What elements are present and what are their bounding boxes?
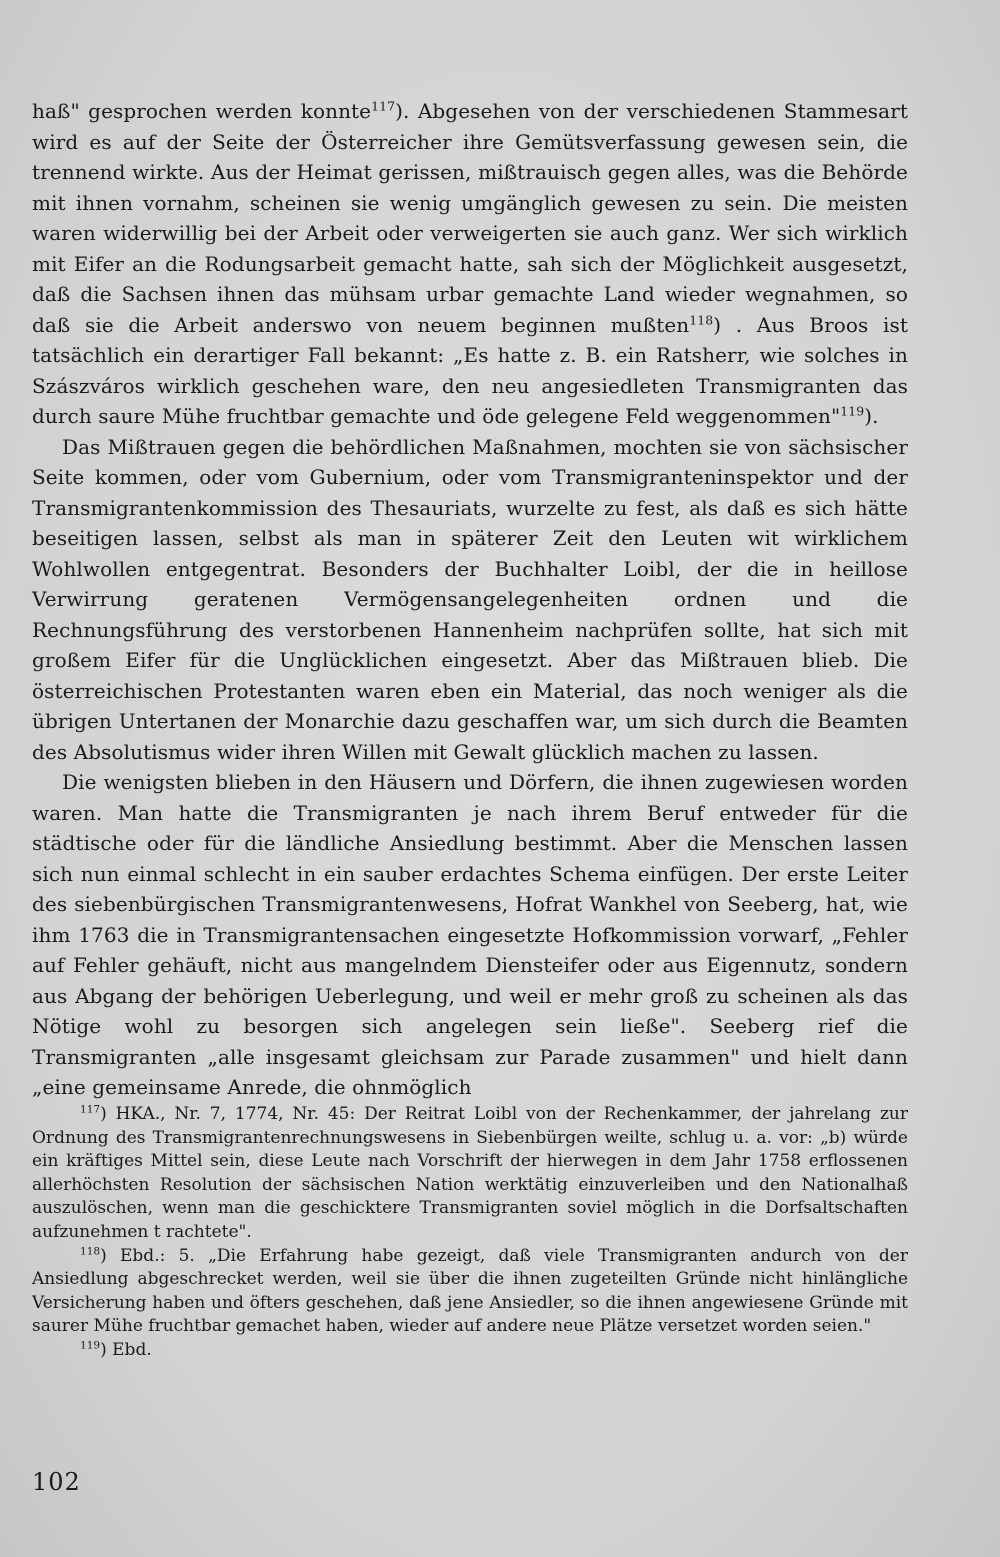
- footnote-text-119: ) Ebd.: [100, 1339, 152, 1360]
- footnote-ref-118: 118: [689, 312, 714, 328]
- footnote-117: [32, 1103, 908, 1245]
- paragraph-2: Das Mißtrauen gegen die behördlichen Maßnahmen, mochten sie von sächsischer Seite kommen, oder vom Gubernium, oder vom Transmigranteninspektor und der Transmigrantenkommission des Thesauriats, wurzelte zu fest, als daß es sich hätte beseitigen lassen, selbst als man in späterer Zeit den Leuten wit wirklichem Wohlwollen entgegentrat. Besonders der Buchhalter Loibl, der die in heillose Verwirrung geratenen Vermögensangelegenheiten ordnen und die Rechnungsführung des verstorbenen Hannenheim nachprüfen sollte, hat sich mit großem Eifer für die Unglücklichen eingesetzt. Aber das Mißtrauen blieb. Die österreichischen Protestanten waren eben ein Material, das noch weniger als die übrigen Untertanen der Monarchie dazu geschaffen war, um sich durch die Beamten des Absolutismus wider ihren Willen mit Gewalt glücklich machen zu lassen.: [32, 434, 908, 764]
- footnotes: [32, 1103, 908, 1363]
- footnote-119: [32, 1339, 908, 1363]
- paragraph-1-part-a: haß" gesprochen werden konnte: [32, 99, 372, 123]
- paragraph-1-part-b: ). Abgesehen von der verschiedenen Stammesart wird es auf der Seite der Österreicher ihre Gemütsverfassung gewesen sein, die trennend wirkte. Aus der Heimat gerissen, mißtrauisch gegen alles, was die Behörde mit ihnen vornahm, scheinen sie wenig umgänglich gewesen zu sein. Die meisten waren widerwillig bei der Arbeit oder verweigerten sie auch ganz. Wer sich wirklich mit Eifer an die Rodungsarbeit gemacht hatte, sah sich der Möglichkeit ausgesetzt, daß die Sachsen ihnen das mühsam urbar gemachte Land wieder wegnahmen, so daß sie die Arbeit anderswo von neuem beginnen mußten: [32, 99, 908, 337]
- footnote-number-117: 117: [80, 1103, 101, 1116]
- main-text: [32, 96, 908, 1103]
- paragraph-1: [32, 96, 908, 432]
- footnote-text-118: ) Ebd.: 5. „Die Erfahrung habe gezeigt, daß viele Transmigranten andurch von der Ansiedlung abgeschrecket werden, weil sie über die ihnen zugeteilten Gründe nicht hinlängliche Versicherung haben und öfters geschehen, daß jene Ansiedler, so die ihnen angewiesene Gründe mit saurer Mühe fruchtbar gemachet haben, wieder auf andere neue Plätze versetzet worden seien.": [32, 1245, 908, 1337]
- footnote-number-119: 119: [80, 1339, 101, 1352]
- footnote-number-118: 118: [80, 1245, 101, 1258]
- footnote-text-117: ) HKA., Nr. 7, 1774, Nr. 45: Der Reitrat Loibl von der Rechenkammer, der jahrelang zur Ordnung des Transmigrantenrechnungswesens in Siebenbürgen weilte, schlug u. a. vor: „b) würde ein kräftiges Mittel sein, diese Leute nach Vorschrift der hierwegen in dem Jahr 1758 erflossenen allerhöchsten Resolution der sächsischen Nation werktätig einzuverleiben und den Nationalhaß auszulöschen, wenn man die geschicktere Transmigranten soviel möglich in die Dorfsaltschaften aufzunehmen t rachtete".: [32, 1104, 908, 1242]
- footnote-118: [32, 1245, 908, 1339]
- footnote-ref-119: 119: [840, 403, 865, 419]
- paragraph-3: Die wenigsten blieben in den Häusern und Dörfern, die ihnen zugewiesen worden waren. Man hatte die Transmigranten je nach ihrem Beruf entweder für die städtische oder für die ländliche Ansiedlung bestimmt. Aber die Menschen lassen sich nun einmal schlecht in ein sauber erdachtes Schema einfügen. Der erste Leiter des siebenbürgischen Transmigrantenwesens, Hofrat Wankhel von Seeberg, hat, wie ihm 1763 die in Transmigrantensachen eingesetzte Hofkommission vorwarf, „Fehler auf Fehler gehäuft, nicht aus mangelndem Diensteifer oder aus Eigennutz, sondern aus Abgang der behörigen Ueberlegung, und weil er mehr groß zu scheinen als das Nötige wohl zu besorgen sich angelegen sein ließe". Seeberg rief die Transmigranten „alle insgesamt gleichsam zur Parade zusammen" und hielt dann „eine gemeinsame Anrede, die ohnmöglich: [32, 770, 908, 1099]
- page-number: 102: [32, 1468, 81, 1496]
- paragraph-1-part-d: ).: [864, 404, 879, 428]
- footnote-ref-117: 117: [371, 98, 396, 114]
- paragraph-1-part-c: ) . Aus Broos ist tatsächlich ein derartiger Fall bekannt: „Es hatte z. B. ein Ratsherr, wie solches in Szászváros wirklich geschehen ware, den neu angesiedleten Transmigranten das durch saure Mühe fruchtbar gemachte und öde gelegene Feld weggenommen": [32, 312, 908, 428]
